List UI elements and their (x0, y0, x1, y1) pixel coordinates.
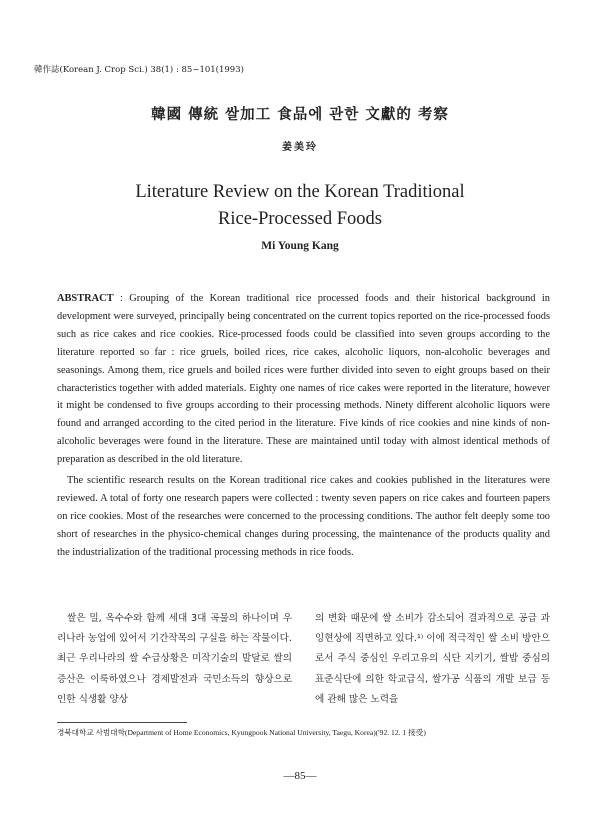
footnote-divider (57, 722, 187, 723)
english-title-line-2: Rice-Processed Foods (218, 209, 382, 229)
page-number: —85— (283, 770, 317, 782)
body-right-text: 의 변화 때문에 쌀 소비가 감소되어 결과적으로 공급 과잉현상에 직면하고 있다.¹⁾ 이에 적극적인 쌀 소비 방안으로서 주식 중심인 우리고유의 식단 지키기, 쌀밥 중심의 표준식단에 의한 학교급식, 쌀가공 식품의 개발 보급 등에 관해 많은 노력을 (315, 613, 550, 705)
english-title (0, 179, 600, 233)
abstract-paragraph-1: ABSTRACT : Grouping of the Korean traditional rice processed foods and their historical background in development were surveyed, principally being concentrated on the current topics reported on the rice-processed foods such as rice cakes and rice cookies. Rice-processed foods could be classified into seven groups according to the literature reported so far : rice gruels, boiled rices, rice cakes, alcoholic liquors, non-alcoholic beverages and seasonings. Among them, rice gruels and boiled rices were further divided into seven to eight groups based on their characteristics together with added materials. Eighty one names of rice cakes were reported in the literature, however it might be condensed to five groups according to their processing methods. Ninety different alcoholic liquors were found and arranged according to the cited period in the literature. Five kinds of rice cookies and nine kinds of non-alcoholic beverages were found in the literature. These are maintained until today with almost identical methods of preparation as described in the old literature. (57, 293, 550, 466)
english-author: Mi Young Kang (261, 240, 339, 252)
body-left-column (57, 609, 292, 710)
journal-reference: 韓作誌(Korean J. Crop Sci.) 38(1) : 85~101(1993) (34, 65, 244, 75)
korean-author: 姜美玲 (282, 142, 318, 153)
abstract (57, 290, 550, 562)
abstract-text-1: Grouping of the Korean traditional rice processed foods and their historical background in development were surveyed, principally being concentrated on the current topics reported on the rice-processed foods such as rice cakes and rice cookies. Rice-processed foods could be classified into seven groups according to the literature reported so far : rice gruels, boiled rices, rice cakes, alcoholic liquors, non-alcoholic beverages and seasonings. Among them, rice gruels and boiled rices were further divided into seven to eight groups based on their characteristics together with added materials. Eighty one names of rice cakes were reported in the literature, however it might be condensed to five groups according to their processing methods. Ninety different alcoholic liquors were found and arranged according to the cited period in the literature. Five kinds of rice cookies and nine kinds of non-alcoholic beverages were found in the literature. These are maintained until today with almost identical methods of preparation as described in the old literature. (57, 293, 550, 466)
korean-title: 韓國 傳統 쌀加工 食品에 관한 文獻的 考察 (151, 106, 449, 123)
abstract-label: ABSTRACT (57, 293, 114, 304)
english-title-line-1: Literature Review on the Korean Traditional (135, 182, 465, 202)
abstract-paragraph-2: The scientific research results on the Korean traditional rice cakes and cookies published in the literatures were reviewed. A total of forty one research papers were collected : twenty seven papers on rice cakes and fourteen papers on rice cookies. Most of the researches were concerned to the processing conditions. The author felt deeply some too short of researches in the physico-chemical changes during processing, the maintenance of the products quality and the industrialization of the traditional processing methods in rice foods. (57, 475, 550, 558)
body-columns (57, 609, 550, 710)
footnote: 경북대학교 사범대학(Department of Home Economics, Kyungpook National University, Taegu, Korea)('92. 12. 1 接受) (57, 728, 426, 737)
body-right-column (315, 609, 550, 710)
body-left-text: 쌀은 밀, 옥수수와 함께 세대 3대 곡물의 하나이며 우리나라 농업에 있어서 기간작목의 구실을 하는 작물이다. 최근 우리나라의 쌀 수급상황은 미작기술의 발달로 쌀의 증산은 이룩하였으나 경제발전과 국민소득의 향상으로 인한 식생활 양상 (57, 613, 292, 705)
